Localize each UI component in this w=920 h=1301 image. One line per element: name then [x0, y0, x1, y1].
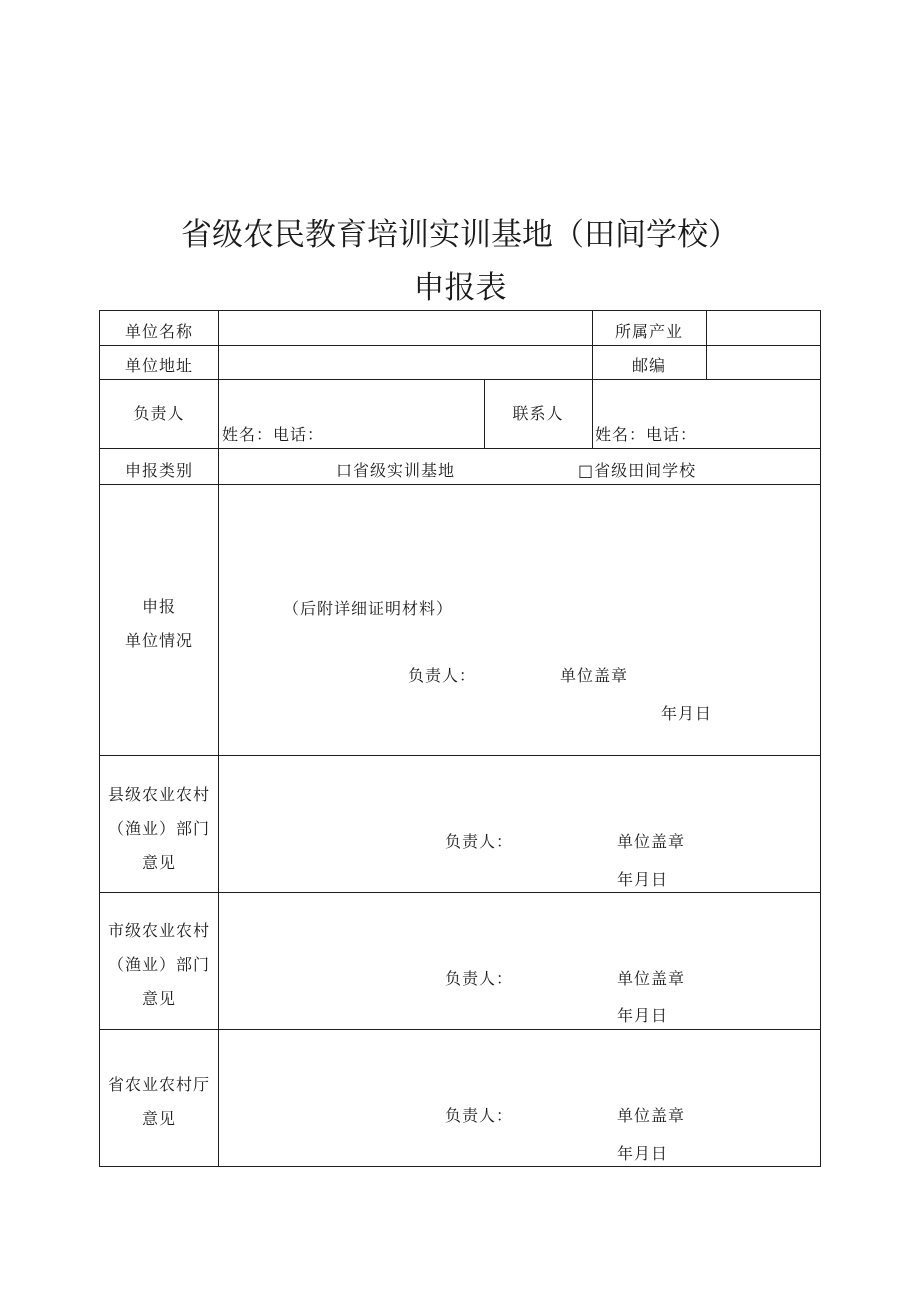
label-city-line2: （渔业）部门	[107, 955, 210, 974]
apply-unit-seal: 单位盖章	[560, 666, 629, 685]
label-city-line3: 意见	[141, 989, 176, 1008]
city-principal: 负责人：	[445, 969, 514, 988]
form-title: 省级农民教育培训实训基地（田间学校）	[181, 217, 739, 253]
table-line	[218, 310, 219, 1167]
label-county-line2: （渔业）部门	[107, 819, 210, 838]
label-province-line1: 省农业农村厅	[107, 1075, 210, 1094]
label-county-line1: 县级农业农村	[107, 785, 210, 804]
attachment-note: （后附详细证明材料）	[283, 599, 454, 618]
label-industry: 所属产业	[614, 322, 683, 341]
table-line	[706, 310, 707, 380]
label-unit-address: 单位地址	[124, 356, 193, 375]
county-principal: 负责人：	[445, 832, 514, 851]
county-seal: 单位盖章	[617, 832, 686, 851]
form-subtitle: 申报表	[413, 270, 507, 306]
table-line	[99, 448, 821, 449]
label-province-line2: 意见	[141, 1109, 176, 1128]
label-apply-type: 申报类别	[124, 461, 193, 480]
label-postcode: 邮编	[631, 356, 666, 375]
table-line	[99, 755, 821, 756]
apply-unit-date: 年月日	[661, 704, 713, 723]
table-line	[99, 1166, 821, 1167]
label-county-line3: 意见	[141, 853, 176, 872]
table-line	[99, 310, 100, 1167]
city-date: 年月日	[617, 1006, 669, 1025]
label-apply-unit-line2: 单位情况	[124, 631, 193, 650]
table-line	[99, 379, 821, 380]
province-principal: 负责人：	[445, 1106, 514, 1125]
table-line	[99, 345, 821, 346]
label-contact: 联系人	[512, 404, 564, 423]
province-date: 年月日	[617, 1144, 669, 1163]
table-line	[99, 310, 821, 311]
contact-name-phone: 姓名：电话：	[595, 425, 698, 444]
label-city-line1: 市级农业农村	[107, 921, 210, 940]
county-date: 年月日	[617, 870, 669, 889]
label-principal: 负责人	[133, 404, 185, 423]
city-seal: 单位盖章	[617, 969, 686, 988]
apply-unit-principal: 负责人：	[408, 666, 477, 685]
province-seal: 单位盖章	[617, 1106, 686, 1125]
option-provincial-field-school[interactable]: □省级田间学校	[578, 461, 697, 480]
table-line	[99, 484, 821, 485]
option-provincial-training-base[interactable]: 口省级实训基地	[336, 461, 456, 480]
table-line	[99, 892, 821, 893]
label-apply-unit-line1: 申报	[141, 597, 176, 616]
table-line	[820, 310, 821, 1167]
label-unit-name: 单位名称	[124, 322, 193, 341]
table-line	[592, 379, 593, 449]
table-line	[99, 1029, 821, 1030]
principal-name-phone: 姓名：电话：	[222, 425, 325, 444]
